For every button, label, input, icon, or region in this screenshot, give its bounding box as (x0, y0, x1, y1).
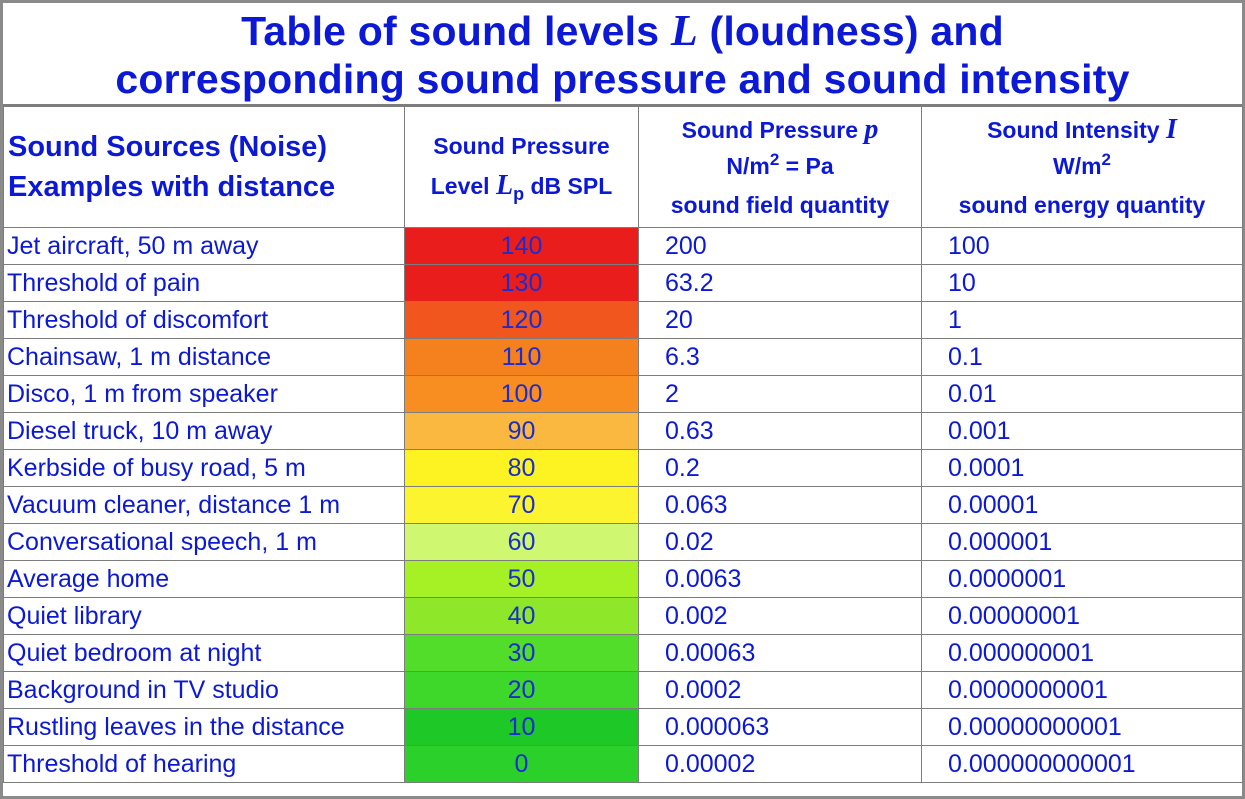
table-row (4, 228, 1243, 265)
header-sound-intensity (922, 107, 1243, 228)
cell-sound-source: Jet aircraft, 50 m away (4, 228, 405, 265)
table-row (4, 487, 1243, 524)
cell-sound-source: Background in TV studio (4, 672, 405, 709)
cell-sound-pressure: 0.000063 (639, 709, 922, 746)
table-row (4, 672, 1243, 709)
cell-sound-pressure-level: 30 (405, 635, 639, 672)
cell-sound-pressure-level: 40 (405, 598, 639, 635)
cell-sound-pressure: 0.0002 (639, 672, 922, 709)
cell-sound-intensity: 0.00000000001 (922, 709, 1243, 746)
cell-sound-intensity: 0.000001 (922, 524, 1243, 561)
cell-sound-source: Diesel truck, 10 m away (4, 413, 405, 450)
cell-sound-intensity: 10 (922, 265, 1243, 302)
title-text-part2: (loudness) and (697, 8, 1004, 54)
table-row (4, 635, 1243, 672)
cell-sound-pressure-level: 130 (405, 265, 639, 302)
cell-sound-pressure-level: 10 (405, 709, 639, 746)
table-row (4, 339, 1243, 376)
header-level-symbol: L (495, 170, 514, 201)
header-pressure-line1 (639, 112, 921, 148)
title-line-1 (3, 7, 1242, 55)
cell-sound-source: Vacuum cleaner, distance 1 m (4, 487, 405, 524)
table-row (4, 302, 1243, 339)
title-text-part1: Table of sound levels (241, 8, 671, 54)
table-row (4, 598, 1243, 635)
header-intensity-symbol: I (1165, 113, 1177, 145)
table-header-row (4, 107, 1243, 228)
table-row (4, 746, 1243, 783)
cell-sound-source: Disco, 1 m from speaker (4, 376, 405, 413)
header-sound-sources-line1: Sound Sources (Noise) (8, 131, 328, 163)
cell-sound-pressure: 20 (639, 302, 922, 339)
header-intensity-unit: W/m (1052, 152, 1102, 179)
cell-sound-pressure-level: 90 (405, 413, 639, 450)
header-level-suffix: dB SPL (524, 173, 613, 199)
cell-sound-intensity: 0.0001 (922, 450, 1243, 487)
cell-sound-pressure-level: 120 (405, 302, 639, 339)
cell-sound-intensity: 0.000000000001 (922, 746, 1243, 783)
header-pressure-line3: sound field quantity (670, 191, 890, 218)
page-title (3, 3, 1242, 106)
cell-sound-pressure-level: 80 (405, 450, 639, 487)
cell-sound-pressure: 0.63 (639, 413, 922, 450)
cell-sound-pressure: 0.00002 (639, 746, 922, 783)
cell-sound-source: Threshold of discomfort (4, 302, 405, 339)
header-level-prefix: Level (430, 173, 496, 199)
cell-sound-intensity: 0.000000001 (922, 635, 1243, 672)
header-sound-pressure (639, 107, 922, 228)
cell-sound-pressure: 0.02 (639, 524, 922, 561)
cell-sound-pressure: 0.2 (639, 450, 922, 487)
cell-sound-pressure-level: 70 (405, 487, 639, 524)
cell-sound-pressure-level: 0 (405, 746, 639, 783)
cell-sound-pressure: 63.2 (639, 265, 922, 302)
cell-sound-source: Average home (4, 561, 405, 598)
cell-sound-source: Chainsaw, 1 m distance (4, 339, 405, 376)
cell-sound-pressure-level: 50 (405, 561, 639, 598)
header-pressure-line2 (639, 148, 921, 187)
cell-sound-pressure: 0.0063 (639, 561, 922, 598)
table-row (4, 265, 1243, 302)
cell-sound-source: Threshold of pain (4, 265, 405, 302)
cell-sound-pressure: 6.3 (639, 339, 922, 376)
table-row (4, 524, 1243, 561)
cell-sound-pressure: 0.00063 (639, 635, 922, 672)
title-symbol-L: L (670, 6, 698, 55)
header-sound-pressure-level (405, 107, 639, 228)
cell-sound-intensity: 1 (922, 302, 1243, 339)
cell-sound-intensity: 0.01 (922, 376, 1243, 413)
table-row (4, 709, 1243, 746)
header-intensity-line3: sound energy quantity (958, 191, 1206, 218)
table-row (4, 413, 1243, 450)
header-intensity-label: Sound Intensity (987, 116, 1166, 143)
cell-sound-intensity: 0.00001 (922, 487, 1243, 524)
cell-sound-pressure-level: 100 (405, 376, 639, 413)
cell-sound-pressure-level: 140 (405, 228, 639, 265)
table-row (4, 450, 1243, 487)
cell-sound-pressure-level: 20 (405, 672, 639, 709)
cell-sound-pressure: 0.063 (639, 487, 922, 524)
header-sound-sources-line2: Examples with distance (8, 171, 336, 203)
sound-levels-table (3, 106, 1243, 783)
cell-sound-intensity: 0.1 (922, 339, 1243, 376)
header-level-line2 (405, 166, 638, 208)
table-body (4, 228, 1243, 783)
table-row (4, 561, 1243, 598)
header-pressure-symbol: p (864, 113, 879, 145)
cell-sound-pressure: 200 (639, 228, 922, 265)
header-pressure-unit-superscript: 2 (769, 149, 780, 169)
title-line-2: corresponding sound pressure and sound intensity (115, 56, 1130, 102)
cell-sound-source: Threshold of hearing (4, 746, 405, 783)
header-pressure-label: Sound Pressure (681, 116, 865, 143)
header-level-subscript: p (513, 184, 525, 204)
cell-sound-intensity: 0.001 (922, 413, 1243, 450)
cell-sound-source: Rustling leaves in the distance (4, 709, 405, 746)
cell-sound-pressure: 2 (639, 376, 922, 413)
header-intensity-line1 (922, 112, 1242, 148)
cell-sound-intensity: 0.0000000001 (922, 672, 1243, 709)
cell-sound-intensity: 100 (922, 228, 1243, 265)
header-pressure-unit: N/m (726, 152, 770, 179)
cell-sound-source: Quiet library (4, 598, 405, 635)
header-sound-sources (4, 107, 405, 228)
cell-sound-pressure-level: 110 (405, 339, 639, 376)
cell-sound-pressure-level: 60 (405, 524, 639, 561)
cell-sound-source: Kerbside of busy road, 5 m (4, 450, 405, 487)
cell-sound-pressure: 0.002 (639, 598, 922, 635)
cell-sound-source: Quiet bedroom at night (4, 635, 405, 672)
cell-sound-intensity: 0.0000001 (922, 561, 1243, 598)
cell-sound-intensity: 0.00000001 (922, 598, 1243, 635)
header-pressure-unit-pa: = Pa (779, 152, 834, 179)
header-intensity-line2 (922, 148, 1242, 187)
header-intensity-unit-superscript: 2 (1101, 149, 1112, 169)
table-row (4, 376, 1243, 413)
cell-sound-source: Conversational speech, 1 m (4, 524, 405, 561)
header-level-line1: Sound Pressure (433, 133, 610, 159)
